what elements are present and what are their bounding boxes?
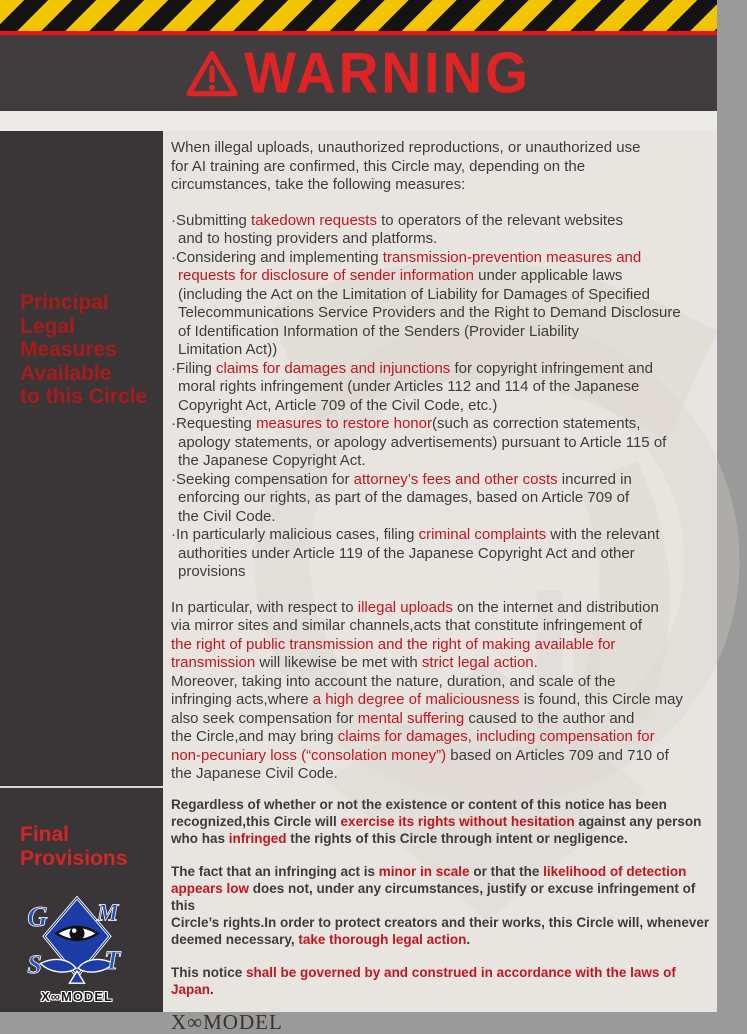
warning-title: WARNING — [244, 40, 531, 105]
section-label-principal-legal-measures: Principal Legal Measures Available to this Circle — [20, 291, 148, 409]
measure-item: ·Requesting measures to restore honor(such as correction statements, apology statements, or apology advertisements) pursuant to Article 115 of the Japanese Copyright Act. — [171, 415, 667, 469]
final-paragraph-1: Regardless of whether or not the existence or content of this notice has been recognized,this Circle will exercise its rights without hesitation against any person who has infringed the rights of this Circle through intent or negligence. — [171, 796, 702, 846]
closing-paragraph: In particular, with respect to illegal uploads on the internet and distribution via mirror sites and similar channels,acts that constitute infringement of the right of public transmission and the right of making available for transmission will likewise be met with strict legal action. Moreover, taking into account the nature, duration, and scale of the infringing acts,where a high degree of maliciousness is found, this Circle may also seek compensation for mental suffering caused to the author and the Circle,and may bring claims for damages, including compensation for non-pecuniary loss (“consolation money”) based on Articles 709 and 710 of the Japanese Civil Code. — [171, 598, 683, 782]
circle-signature: X∞MODEL — [171, 1009, 283, 1034]
main-area — [0, 131, 717, 1034]
section-final-provisions — [171, 796, 711, 1034]
measure-item: ·Seeking compensation for attorney’s fees and other costs incurred in enforcing our rights, as part of the damages, based on Article 709 of the Civil Code. — [171, 470, 632, 525]
section-label-final-provisions: Final Provisions — [20, 823, 128, 870]
content-column — [163, 131, 717, 1034]
measure-item: ·Considering and implementing transmission-prevention measures and requests for disclosure of sender information under applicable laws (including the Act on the Limitation of Liability for Damages of Specified Telecommunications Service Providers and the Right to Demand Disclosure of Identification Information of the Senders (Provider Liability Limitation Act)) — [171, 248, 681, 358]
svg-text:S: S — [27, 949, 42, 979]
warning-triangle-icon — [186, 50, 238, 98]
warning-header — [0, 35, 717, 111]
final-paragraph-3: This notice shall be governed by and construed in accordance with the laws of Japan. — [171, 964, 676, 997]
circle-logo — [18, 894, 136, 1004]
final-paragraph-2: The fact that an infringing act is minor in scale or that the likelihood of detection appears low does not, under any circumstances, justify or excuse infringement of this Circle’s rights.In order to protect creators and their works, this Circle will, whenever deemed necessary, take thorough legal action. — [171, 863, 710, 947]
header-light-strip — [0, 111, 717, 131]
logo-caption: X∞MODEL — [41, 989, 113, 1004]
svg-text:M: M — [96, 899, 119, 927]
eye-diamond-emblem-icon — [25, 894, 129, 986]
hazard-stripe-banner — [0, 0, 717, 31]
svg-text:T: T — [104, 946, 121, 976]
intro-paragraph: When illegal uploads, unauthorized reproductions, or unauthorized use for AI training are confirmed, this Circle may, depending on the circumstances, take the following measures: — [171, 139, 641, 193]
section-principal-legal-measures — [171, 139, 711, 784]
measure-item: ·Submitting takedown requests to operators of the relevant websites and to hosting providers and platforms. — [171, 211, 623, 247]
measure-item: ·Filing claims for damages and injunctions for copyright infringement and moral rights infringement (under Articles 112 and 114 of the Japanese Copyright Act, Article 709 of the Civil Code, etc.) — [171, 359, 653, 414]
sidebar-section-divider — [0, 786, 163, 788]
measure-item: ·In particularly malicious cases, filing criminal complaints with the relevant authorities under Article 119 of the Japanese Copyright Act and other provisions — [171, 526, 660, 580]
svg-text:G: G — [27, 901, 48, 933]
sidebar — [0, 131, 163, 1012]
